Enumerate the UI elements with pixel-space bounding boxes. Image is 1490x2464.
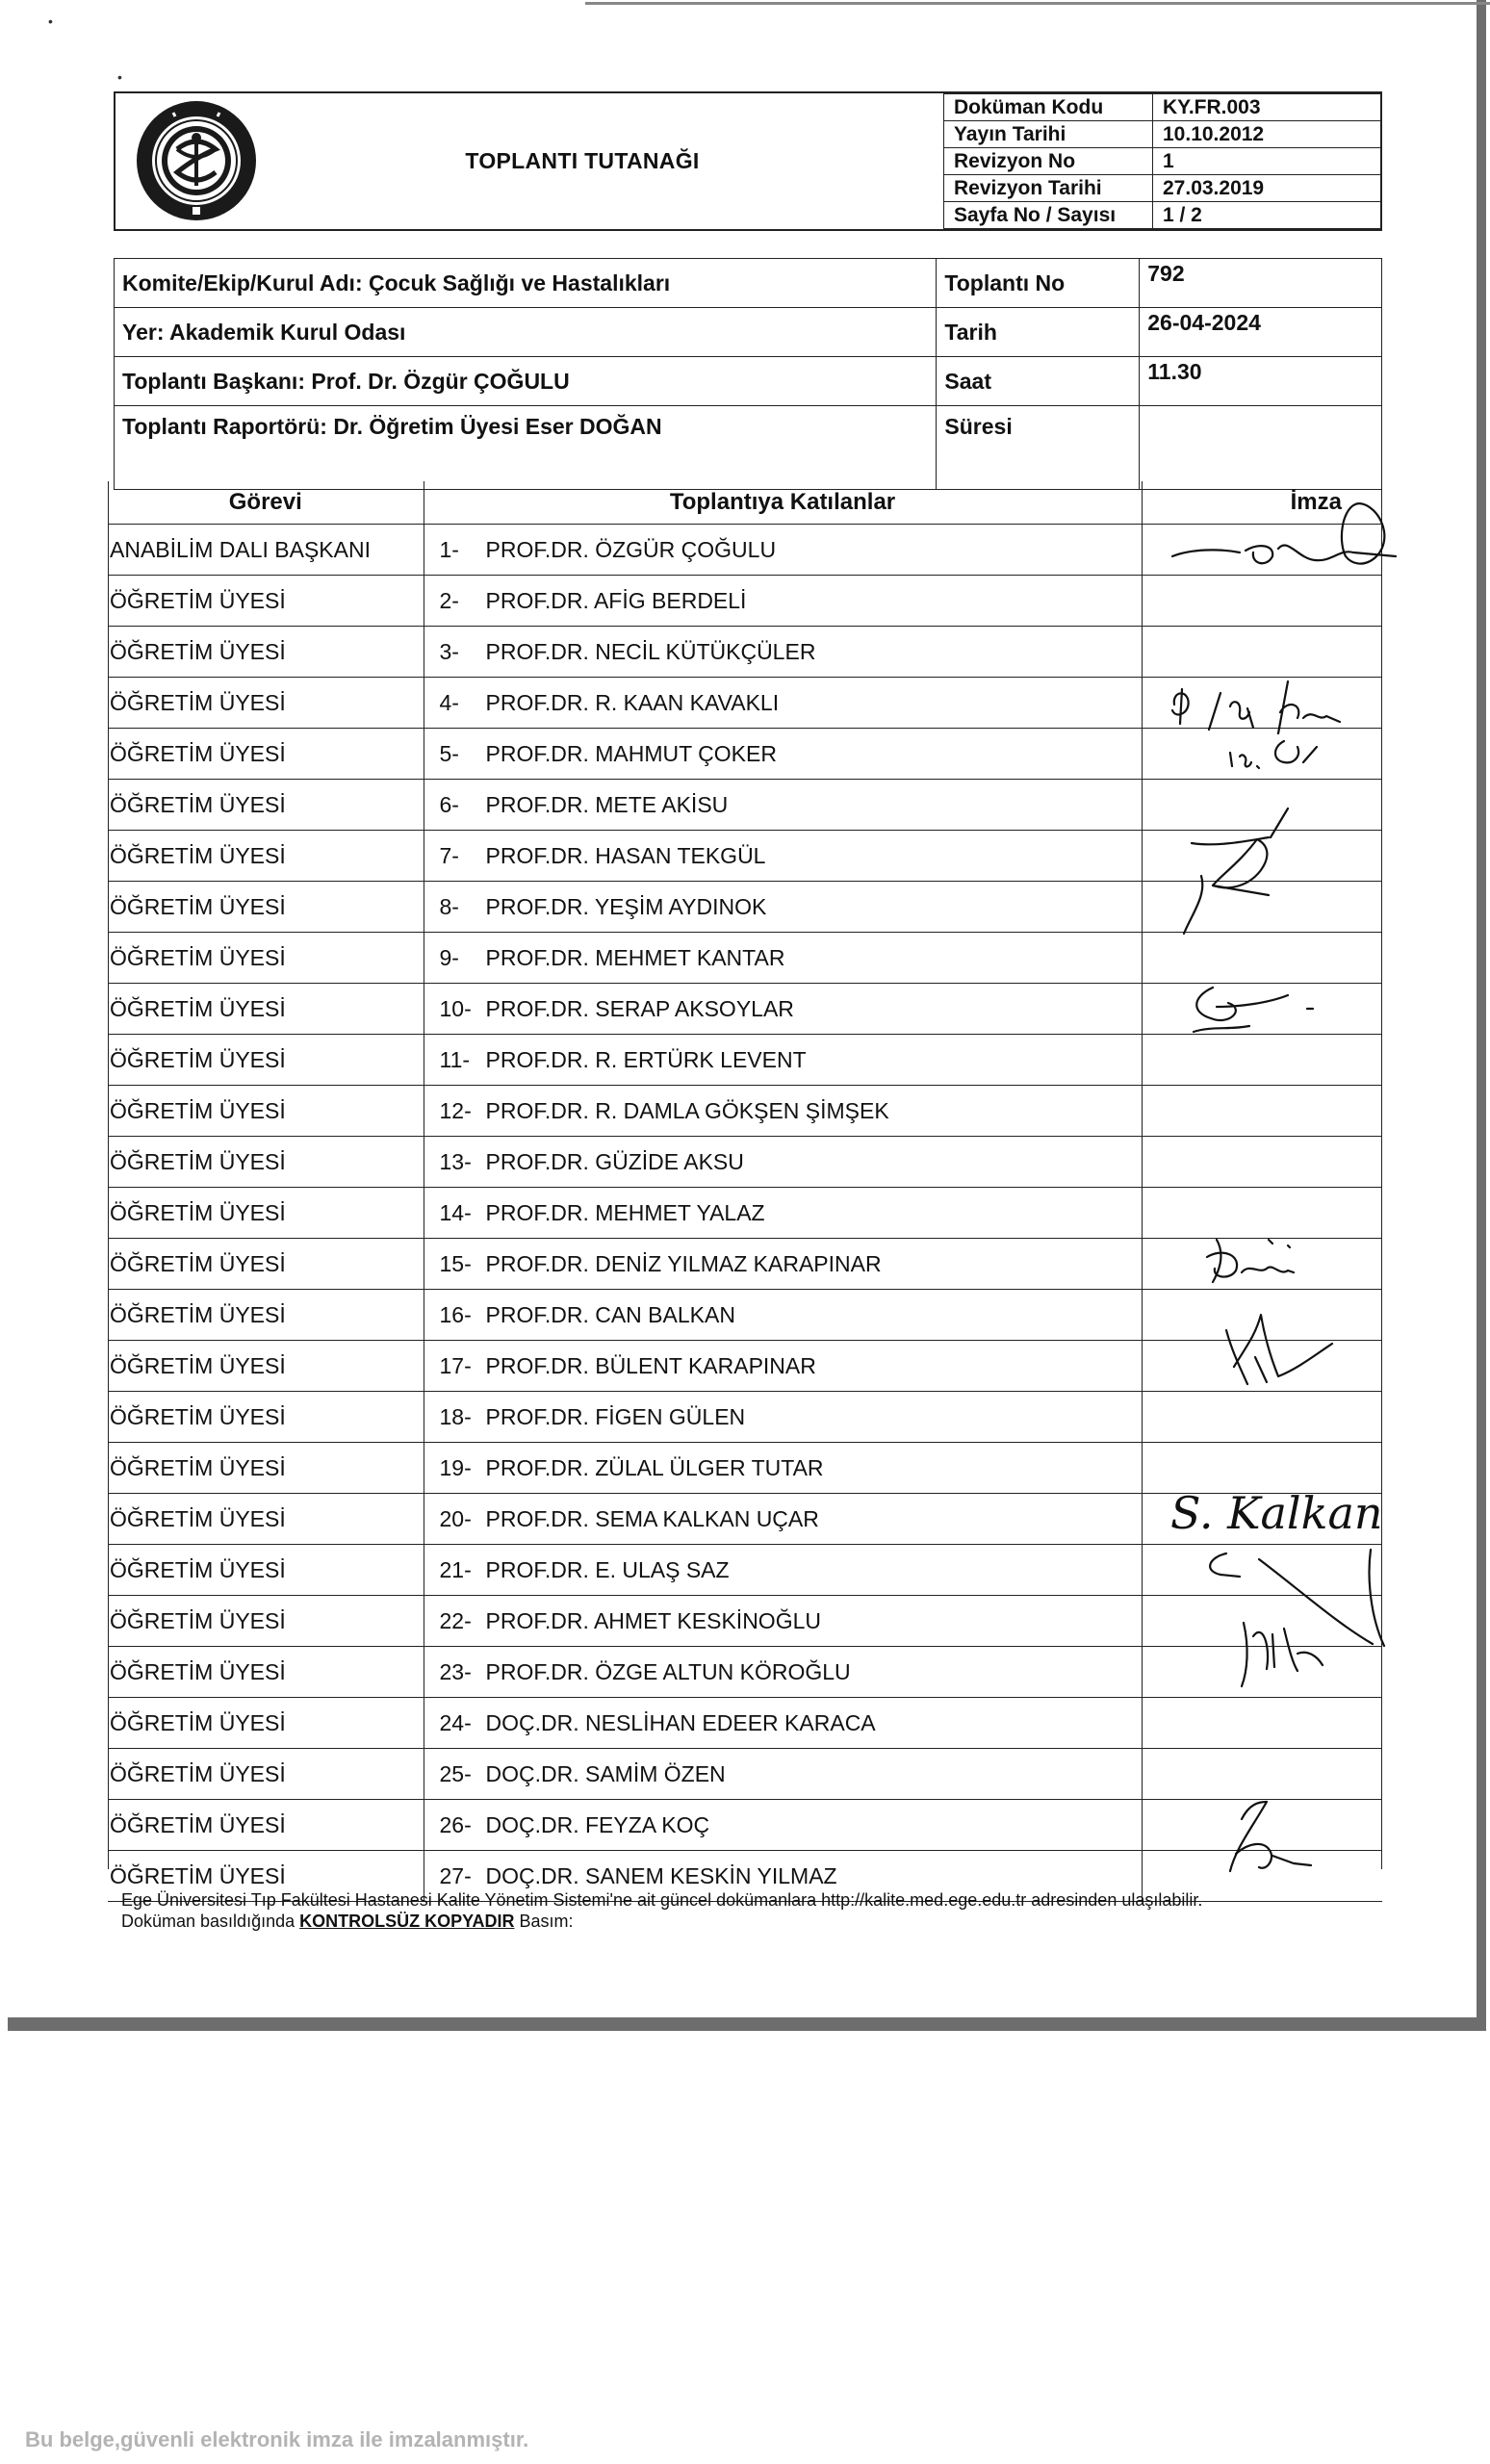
attendee-name-cell: [424, 1035, 1142, 1086]
attendee-name-cell: [424, 780, 1142, 831]
attendee-name: PROF.DR. ÖZGÜR ÇOĞULU: [485, 536, 777, 562]
attendee-role: ÖĞRETİM ÜYESİ: [108, 1698, 424, 1749]
attendee-number: 16-: [439, 1301, 472, 1327]
signature-kalkan-text: S. Kalkan: [1170, 1487, 1383, 1539]
column-header-signature: İmza: [1142, 481, 1382, 525]
info-row: [115, 406, 1382, 490]
attendee-number: 21-: [439, 1556, 472, 1582]
attendee-role: ANABİLİM DALI BAŞKANI: [108, 525, 424, 576]
attendee-name: DOÇ.DR. FEYZA KOÇ: [485, 1811, 710, 1837]
attendee-name-cell: [424, 831, 1142, 882]
attendee-role: ÖĞRETİM ÜYESİ: [108, 1596, 424, 1647]
attendee-name: PROF.DR. BÜLENT KARAPINAR: [485, 1352, 816, 1378]
attendee-name-cell: [424, 1749, 1142, 1800]
attendee-role: ÖĞRETİM ÜYESİ: [108, 576, 424, 627]
attendee-role: ÖĞRETİM ÜYESİ: [108, 1290, 424, 1341]
attendee-role: ÖĞRETİM ÜYESİ: [108, 831, 424, 882]
attendee-name: DOÇ.DR. SAMİM ÖZEN: [485, 1760, 726, 1786]
attendee-name: PROF.DR. GÜZİDE AKSU: [485, 1148, 744, 1174]
attendee-name: PROF.DR. E. ULAŞ SAZ: [485, 1556, 730, 1582]
attendee-name-cell: [424, 678, 1142, 729]
attendee-role: ÖĞRETİM ÜYESİ: [108, 1137, 424, 1188]
signature-26-27: [1230, 1802, 1311, 1871]
attendee-name-cell: [424, 1188, 1142, 1239]
attendee-name-cell: [424, 1443, 1142, 1494]
attendee-number: 9-: [439, 944, 459, 970]
meeting-place: Yer: Akademik Kurul Odası: [115, 308, 937, 357]
attendee-role: ÖĞRETİM ÜYESİ: [108, 1545, 424, 1596]
scan-speck: •: [48, 13, 53, 29]
attendee-role: ÖĞRETİM ÜYESİ: [108, 627, 424, 678]
attendee-name-cell: [424, 882, 1142, 933]
attendee-role: ÖĞRETİM ÜYESİ: [108, 1494, 424, 1545]
attendee-number: 8-: [439, 893, 459, 919]
attendee-name: PROF.DR. ÖZGE ALTUN KÖROĞLU: [485, 1658, 851, 1684]
committee-name: Komite/Ekip/Kurul Adı: Çocuk Sağlığı ve Hastalıkları: [115, 259, 937, 308]
attendee-number: 6-: [439, 791, 459, 817]
meeting-info-table: [114, 258, 1382, 490]
attendee-number: 2-: [439, 587, 459, 613]
attendee-name: PROF.DR. AHMET KESKİNOĞLU: [485, 1607, 821, 1633]
attendee-name: PROF.DR. ZÜLAL ÜLGER TUTAR: [485, 1454, 824, 1480]
attendee-name: PROF.DR. R. DAMLA GÖKŞEN ŞİMŞEK: [485, 1097, 889, 1123]
meta-label: Yayın Tarihi: [944, 121, 1153, 148]
attendee-number: 7-: [439, 842, 459, 868]
attendee-role: ÖĞRETİM ÜYESİ: [108, 1749, 424, 1800]
meeting-reporter: Toplantı Raportörü: Dr. Öğretim Üyesi Eser DOĞAN: [115, 406, 937, 490]
signature-1: [1172, 503, 1396, 563]
signature-20: [1170, 1487, 1383, 1577]
attendee-name-cell: [424, 1341, 1142, 1392]
attendee-name: PROF.DR. R. KAAN KAVAKLI: [485, 689, 780, 715]
signature-10-11: [1194, 988, 1313, 1032]
attendee-name-cell: [424, 1086, 1142, 1137]
signature-21-22-23: [1242, 1550, 1384, 1686]
attendee-number: 18-: [439, 1403, 472, 1429]
meta-value: 10.10.2012: [1153, 121, 1382, 148]
attendee-number: 15-: [439, 1250, 472, 1276]
attendee-number: 12-: [439, 1097, 472, 1123]
attendee-number: 20-: [439, 1505, 472, 1531]
meta-row: [944, 175, 1382, 202]
attendee-role: ÖĞRETİM ÜYESİ: [108, 933, 424, 984]
attendee-name-cell: [424, 627, 1142, 678]
attendee-number: 26-: [439, 1811, 472, 1837]
attendee-number: 24-: [439, 1709, 472, 1735]
attendee-name: DOÇ.DR. NESLİHAN EDEER KARACA: [485, 1709, 876, 1735]
meta-value: 1: [1153, 148, 1382, 175]
footer-line-1: Ege Üniversitesi Tıp Fakültesi Hastanesi Kalite Yönetim Sistemi'ne ait güncel dokümanlara http://kalite.med.ege.edu.tr adresinden ulaşılabilir.: [121, 1890, 1203, 1910]
meta-value: KY.FR.003: [1153, 94, 1382, 121]
attendee-role: ÖĞRETİM ÜYESİ: [108, 1443, 424, 1494]
attendee-name: PROF.DR. CAN BALKAN: [485, 1301, 735, 1327]
date-value: 26-04-2024: [1140, 308, 1382, 357]
attendee-role: ÖĞRETİM ÜYESİ: [108, 1341, 424, 1392]
attendee-name: PROF.DR. METE AKİSU: [485, 791, 729, 817]
attendee-name: PROF.DR. MAHMUT ÇOKER: [485, 740, 777, 766]
document-sheet: [8, 0, 1486, 2031]
attendee-name-cell: [424, 1392, 1142, 1443]
attendee-number: 23-: [439, 1658, 472, 1684]
attendee-role: ÖĞRETİM ÜYESİ: [108, 780, 424, 831]
document-header: [114, 91, 1382, 231]
attendee-name-cell: [424, 576, 1142, 627]
attendee-role: ÖĞRETİM ÜYESİ: [108, 1188, 424, 1239]
document-meta-table: [943, 93, 1382, 229]
attendee-number: 4-: [439, 689, 459, 715]
signature-15: [1207, 1240, 1294, 1282]
meta-label: Revizyon Tarihi: [944, 175, 1153, 202]
meeting-no-label: Toplantı No: [937, 259, 1140, 308]
attendee-number: 27-: [439, 1862, 472, 1888]
document-footer: [121, 1889, 1202, 1932]
attendee-name: PROF.DR. DENİZ YILMAZ KARAPINAR: [485, 1250, 882, 1276]
attendee-name: PROF.DR. SERAP AKSOYLAR: [485, 995, 794, 1021]
attendee-role: ÖĞRETİM ÜYESİ: [108, 1392, 424, 1443]
attendee-number: 19-: [439, 1454, 472, 1480]
attendee-name: PROF.DR. MEHMET KANTAR: [485, 944, 785, 970]
scan-speck: •: [117, 69, 122, 85]
meeting-chair: Toplantı Başkanı: Prof. Dr. Özgür ÇOĞULU: [115, 357, 937, 406]
signature-8-9: [1184, 808, 1288, 934]
attendee-name: PROF.DR. NECİL KÜTÜKÇÜLER: [485, 638, 816, 664]
attendee-name-cell: [424, 1494, 1142, 1545]
attendee-number: 17-: [439, 1352, 472, 1378]
meta-row: [944, 148, 1382, 175]
attendee-name-cell: [424, 933, 1142, 984]
duration-label: Süresi: [937, 406, 1140, 490]
attendee-name-cell: [424, 1290, 1142, 1341]
meta-label: Sayfa No / Sayısı: [944, 202, 1153, 229]
attendee-name: DOÇ.DR. SANEM KESKİN YILMAZ: [485, 1862, 837, 1888]
column-header-name: Toplantıya Katılanlar: [424, 481, 1142, 525]
info-row: [115, 357, 1382, 406]
meta-row: [944, 121, 1382, 148]
meta-value: 27.03.2019: [1153, 175, 1382, 202]
attendee-name: PROF.DR. MEHMET YALAZ: [485, 1199, 765, 1225]
attendee-name-cell: [424, 729, 1142, 780]
info-row: [115, 308, 1382, 357]
attendee-number: 13-: [439, 1148, 472, 1174]
attendee-name: PROF.DR. R. ERTÜRK LEVENT: [485, 1046, 807, 1072]
attendee-name-cell: [424, 1239, 1142, 1290]
attendee-role: ÖĞRETİM ÜYESİ: [108, 882, 424, 933]
document-title: TOPLANTI TUTANAĞI: [465, 148, 700, 173]
attendee-name: PROF.DR. SEMA KALKAN UÇAR: [485, 1505, 819, 1531]
attendee-name: PROF.DR. FİGEN GÜLEN: [485, 1403, 746, 1429]
attendee-name: PROF.DR. YEŞİM AYDINOK: [485, 893, 767, 919]
handwritten-signatures: [1153, 481, 1403, 1886]
footer-print-label: Basım:: [514, 1912, 574, 1931]
meeting-no-value: 792: [1140, 259, 1382, 308]
uncontrolled-copy-label: KONTROLSÜZ KOPYADIR: [299, 1912, 515, 1931]
time-value: 11.30: [1140, 357, 1382, 406]
attendee-number: 5-: [439, 740, 459, 766]
attendee-number: 11-: [439, 1046, 471, 1072]
attendee-role: ÖĞRETİM ÜYESİ: [108, 1239, 424, 1290]
attendee-name-cell: [424, 1647, 1142, 1698]
footer-prefix: Doküman basıldığında: [121, 1912, 300, 1931]
attendee-name-cell: [424, 984, 1142, 1035]
attendee-name: PROF.DR. AFİG BERDELİ: [485, 587, 747, 613]
attendee-name-cell: [424, 1698, 1142, 1749]
attendee-number: 10-: [439, 995, 472, 1021]
attendee-role: ÖĞRETİM ÜYESİ: [108, 1800, 424, 1851]
attendee-role: ÖĞRETİM ÜYESİ: [108, 1086, 424, 1137]
column-header-role: Görevi: [108, 481, 424, 525]
attendee-role: ÖĞRETİM ÜYESİ: [108, 678, 424, 729]
attendee-number: 3-: [439, 638, 459, 664]
scan-edge-rule: [585, 2, 1490, 5]
meta-label: Doküman Kodu: [944, 94, 1153, 121]
attendee-role: ÖĞRETİM ÜYESİ: [108, 1035, 424, 1086]
signature-17-18: [1226, 1315, 1332, 1384]
time-label: Saat: [937, 357, 1140, 406]
attendee-name-cell: [424, 1137, 1142, 1188]
electronic-signature-note: Bu belge,güvenli elektronik imza ile imzalanmıştır.: [25, 2427, 529, 2451]
meta-row: [944, 94, 1382, 121]
university-seal-icon: [135, 99, 258, 222]
attendee-name: PROF.DR. HASAN TEKGÜL: [485, 842, 766, 868]
meta-label: Revizyon No: [944, 148, 1153, 175]
attendee-number: 25-: [439, 1760, 472, 1786]
attendee-number: 14-: [439, 1199, 472, 1225]
attendee-role: ÖĞRETİM ÜYESİ: [108, 984, 424, 1035]
signature-4-5: [1172, 681, 1340, 768]
attendee-role: ÖĞRETİM ÜYESİ: [108, 729, 424, 780]
attendee-number: 1-: [439, 536, 459, 562]
meta-value: 1 / 2: [1153, 202, 1382, 229]
date-label: Tarih: [937, 308, 1140, 357]
footer-line-2: [121, 1911, 1202, 1932]
meta-row: [944, 202, 1382, 229]
attendee-role: ÖĞRETİM ÜYESİ: [108, 1851, 424, 1902]
attendee-name-cell: [424, 1545, 1142, 1596]
info-row: [115, 259, 1382, 308]
attendee-name-cell: [424, 525, 1142, 576]
attendee-name-cell: [424, 1596, 1142, 1647]
attendee-role: ÖĞRETİM ÜYESİ: [108, 1647, 424, 1698]
duration-value: [1140, 406, 1382, 490]
attendee-name-cell: [424, 1800, 1142, 1851]
attendee-number: 22-: [439, 1607, 472, 1633]
